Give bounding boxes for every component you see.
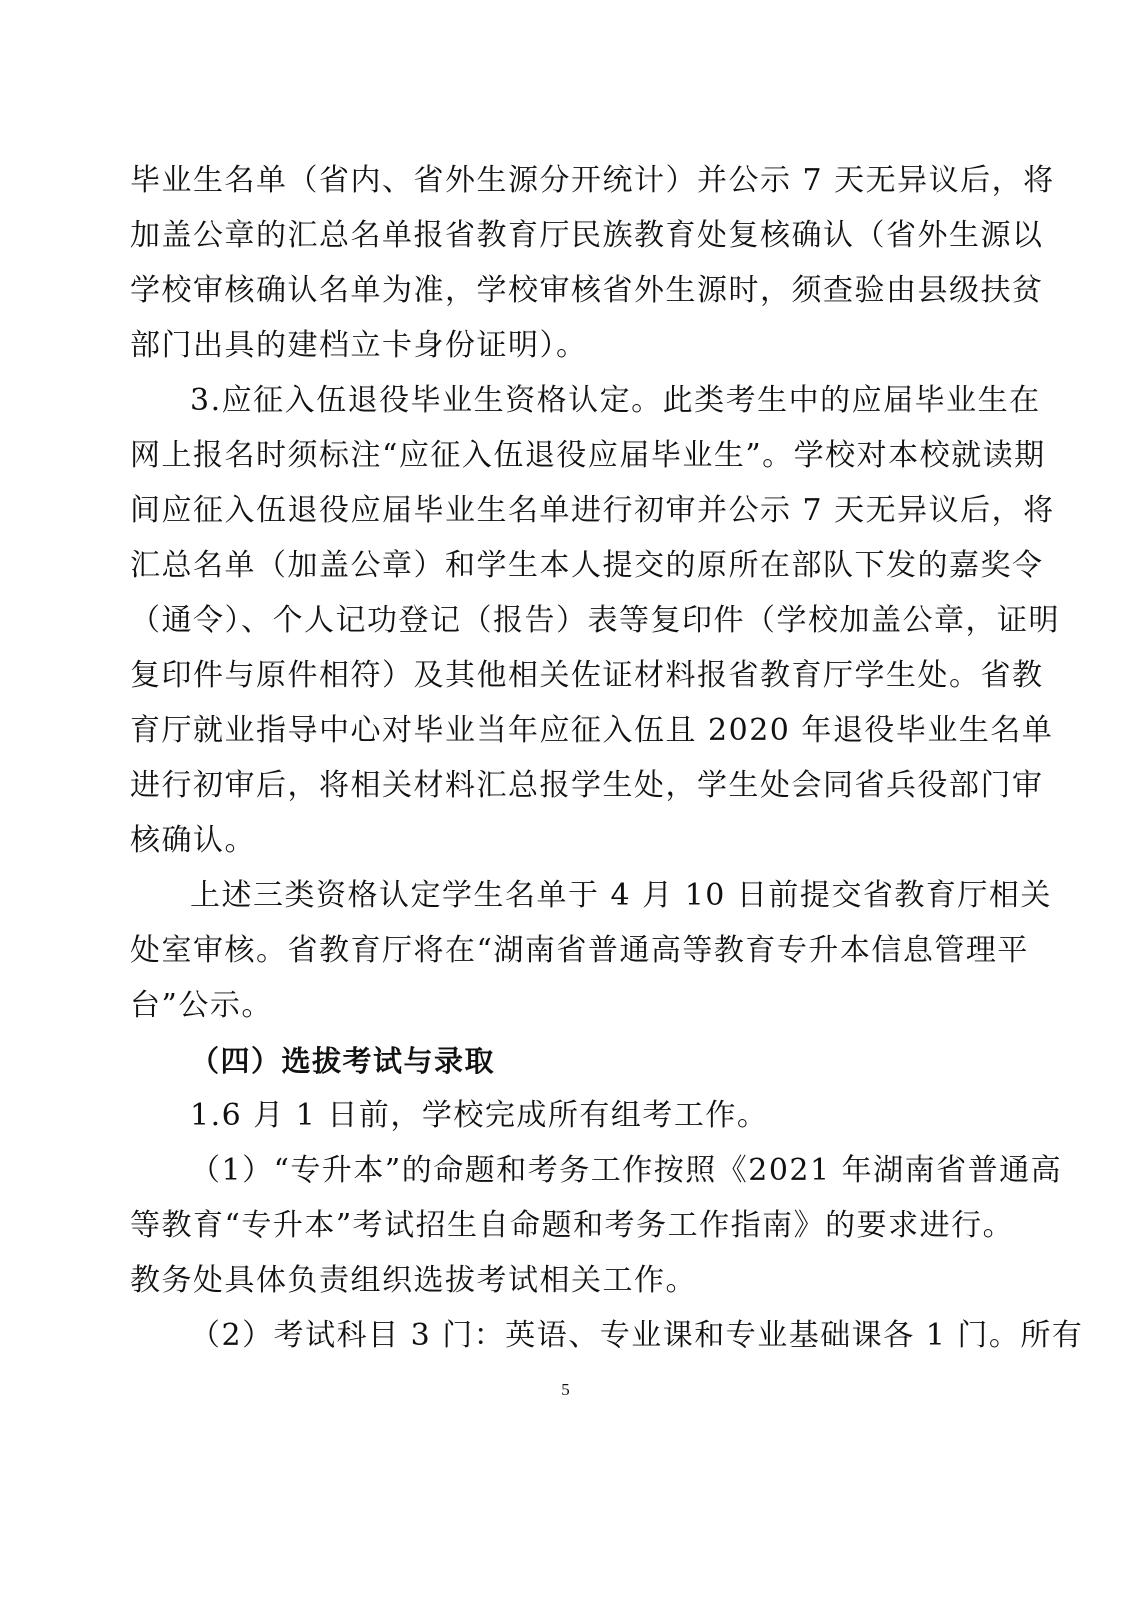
paragraph-line: 间应征入伍退役应届毕业生名单进行初审并公示 7 天无异议后，将: [130, 493, 1055, 528]
paragraph-line: （2）考试科目 3 门：英语、专业课和专业基础课各 1 门。所有: [190, 1318, 1084, 1353]
paragraph-line: 等教育“专升本”考试招生自命题和考务工作指南》的要求进行。: [130, 1208, 1015, 1243]
paragraph-line: 台”公示。: [130, 988, 273, 1023]
paragraph-line: 加盖公章的汇总名单报省教育厅民族教育处复核确认（省外生源以: [130, 218, 1044, 253]
paragraph-line: 网上报名时须标注“应征入伍退役应届毕业生”。学校对本校就读期: [130, 438, 1046, 473]
paragraph-line: 上述三类资格认定学生名单于 4 月 10 日前提交省教育厅相关: [190, 878, 1052, 913]
paragraph-line: 处室审核。省教育厅将在“湖南省普通高等教育专升本信息管理平: [130, 933, 1029, 968]
paragraph-line: 1.6 月 1 日前，学校完成所有组考工作。: [190, 1098, 769, 1133]
paragraph-line: 育厅就业指导中心对毕业当年应征入伍且 2020 年退役毕业生名单: [130, 713, 1054, 748]
paragraph-line: 部门出具的建档立卡身份证明）。: [130, 328, 588, 363]
paragraph-line: 核确认。: [130, 823, 256, 858]
paragraph-line: 学校审核确认名单为准，学校审核省外生源时，须查验由县级扶贫: [130, 273, 1044, 308]
section-heading: （四）选拔考试与录取: [190, 1044, 496, 1078]
paragraph-line: 复印件与原件相符）及其他相关佐证材料报省教育厅学生处。省教: [130, 658, 1044, 693]
paragraph-line: （1）“专升本”的命题和考务工作按照《2021 年湖南省普通高: [190, 1153, 1063, 1188]
paragraph-line: 进行初审后，将相关材料汇总报学生处，学生处会同省兵役部门审: [130, 768, 1044, 803]
page-number: 5: [561, 1380, 570, 1399]
paragraph-line: 3.应征入伍退役毕业生资格认定。此类考生中的应届毕业生在: [190, 383, 1041, 418]
paragraph-line: 毕业生名单（省内、省外生源分开统计）并公示 7 天无异议后，将: [130, 163, 1055, 198]
paragraph-line: （通令）、个人记功登记（报告）表等复印件（学校加盖公章，证明: [130, 603, 1060, 638]
paragraph-line: 教务处具体负责组织选拔考试相关工作。: [130, 1263, 697, 1298]
paragraph-line: 汇总名单（加盖公章）和学生本人提交的原所在部队下发的嘉奖令: [130, 548, 1044, 583]
